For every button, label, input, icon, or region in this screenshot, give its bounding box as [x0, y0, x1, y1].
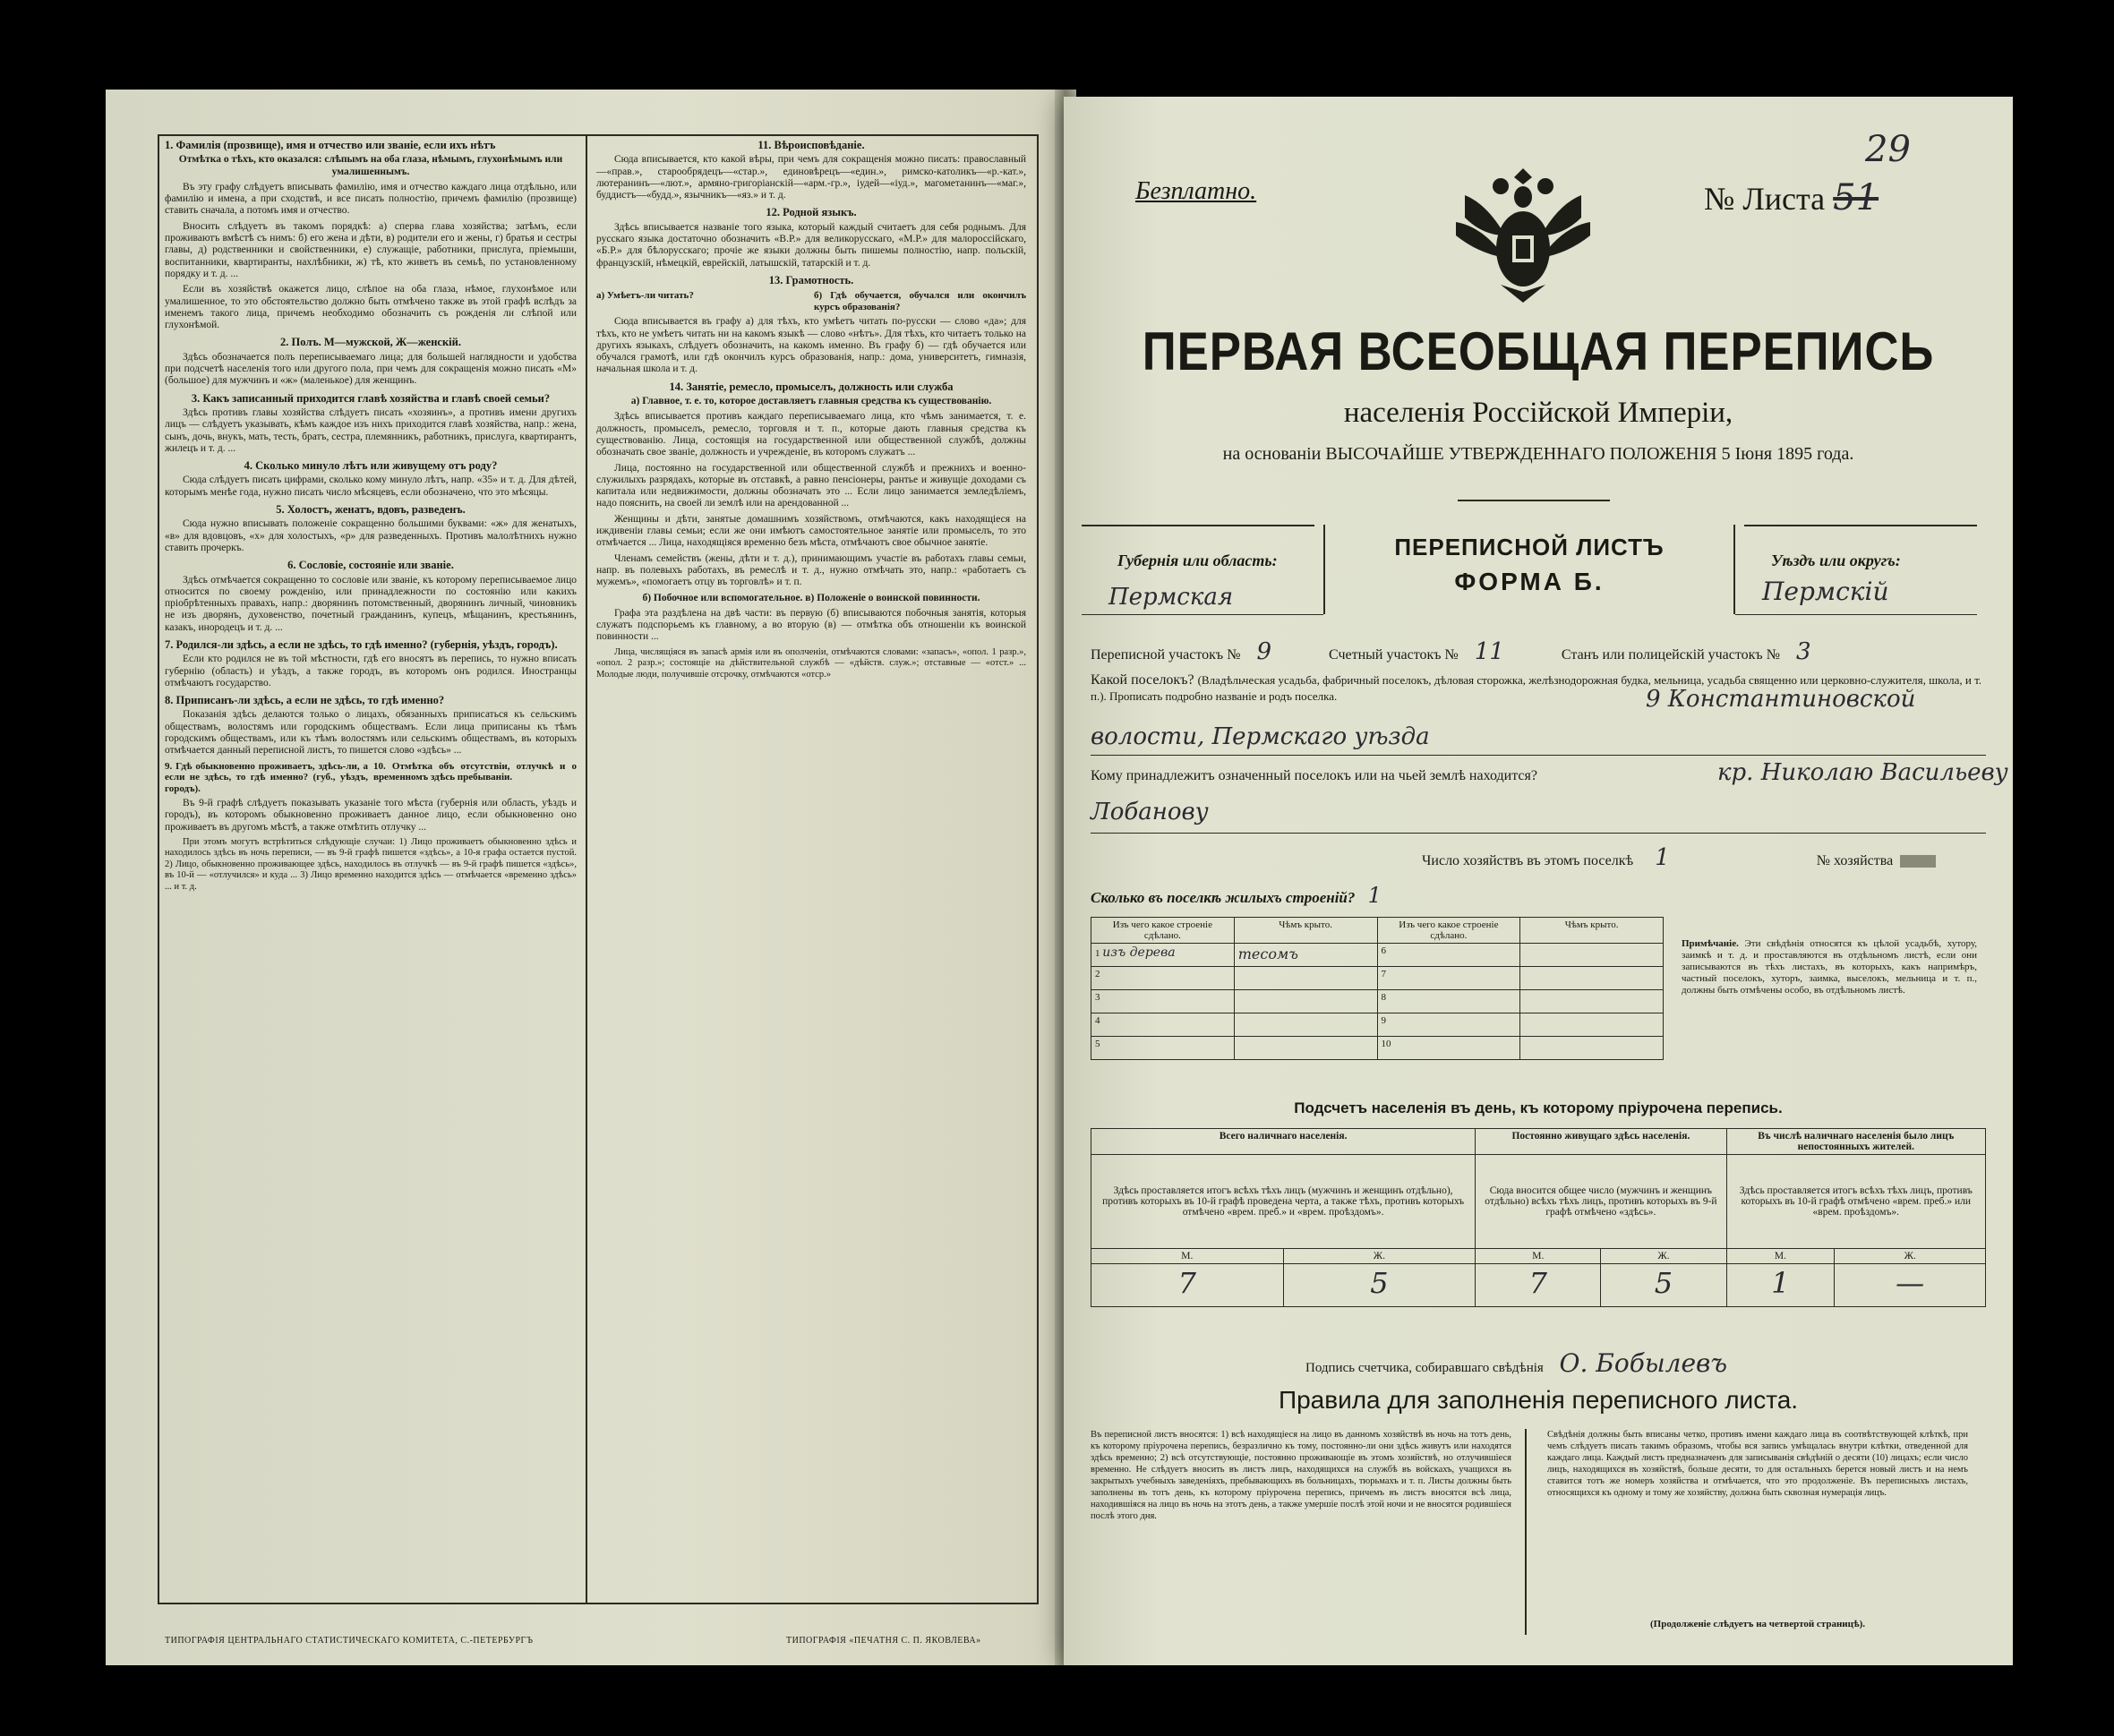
building-roof: тесомъ — [1234, 944, 1377, 967]
poselok-note: (Владѣльческая усадьба, фабричный поселокъ, дѣловая сторожка, желѣзнодорожная будка, мельница, усадьба священно или церковно-служителя, школа, и т. п.). Прописать подробно названіе и родъ поселка. — [1091, 673, 1982, 703]
female-header: Ж. — [1601, 1249, 1726, 1264]
household-no-value — [1900, 855, 1936, 868]
section-text: Въ 9-й графѣ слѣдуетъ показывать указаніе того мѣста (губернія или область, уѣздъ и городъ), въ которомъ обыкновенно проживаетъ данное лицо, если обыкновенно оно проживаетъ въ другомъ мѣстѣ, а также отмѣтить отлучку ... — [165, 798, 577, 833]
divider — [1091, 755, 1986, 756]
male-header: М. — [1476, 1249, 1601, 1264]
sheet-number-label — [1704, 177, 1879, 218]
rules-text-left: Въ переписной листъ вносятся: 1) всѣ находящіеся на лицо въ данномъ хозяйствѣ въ ночь на тотъ день, къ которому пріурочена перепись, безразлично къ тому, постоянно-ли они здѣсь живутъ или находятся здѣсь временно; 2) всѣ отсутствующіе, постоянно проживающіе въ этомъ хозяйствѣ, но отлучившіеся временно. Не слѣдуетъ вносить въ листъ лицъ, находящихся на службѣ въ войскахъ, учащихся въ закрытыхъ учебныхъ заведеніяхъ, пребывающихъ въ больницахъ, тюрьмахъ и т. п. Листы должны быть заполнены въ тотъ день, къ которому пріурочена перепись, причемъ въ листъ вносятся всѣ лица, находившіяся на лицо въ ночь на этотъ день, а также умершіе послѣ этой ночи и не вносятся родившіеся послѣ этого дня. — [1091, 1430, 1511, 1521]
count-value: 1 — [1726, 1264, 1835, 1307]
count-value: 5 — [1283, 1264, 1476, 1307]
rules-continuation: (Продолженіе слѣдуетъ на четвертой страницѣ). — [1650, 1619, 1865, 1629]
divider — [1744, 525, 1977, 526]
divider — [1735, 614, 1977, 615]
section-text: Если въ хозяйствѣ окажется лицо, слѣпое на оба глаза, нѣмое, глухонѣмое или умалишенное, то это обстоятельство должно быть отмѣчено также въ этой графѣ вслѣдъ за именемъ такого лица, причемъ необходимо обозначить съ рожденія ли слѣпой или глухонѣмой. — [165, 284, 577, 331]
buildings-row — [1091, 883, 1382, 908]
sheet-number-handwritten: 29 — [1865, 129, 1911, 170]
double-headed-eagle-emblem — [1447, 159, 1599, 312]
signature-label: Подпись счетчика, собиравшаго свѣдѣнія — [1305, 1361, 1544, 1375]
rules-title: Правила для заполненія переписного листа. — [1278, 1386, 1799, 1414]
households-value: 1 — [1655, 844, 1670, 871]
table-cell: 9 — [1377, 1013, 1520, 1037]
uchastok-label: Переписной участокъ № — [1091, 647, 1241, 663]
section-title: 14. Занятіе, ремесло, промыселъ, должность или служба — [669, 380, 954, 393]
instructions-column-1 — [165, 134, 577, 1594]
section-title: 2. Полъ. М—мужской, Ж—женскій. — [280, 336, 461, 349]
section-title: 1. Фамилія (прозвище), имя и отчество или званіе, если ихъ нѣтъ — [165, 139, 496, 151]
section-text: Здѣсь вписывается названіе того языка, который каждый считаетъ для себя роднымъ. Для русскаго языка достаточно обозначить «В.Р.» для великорусскаго, «М.Р.» для малороссійскаго, «Б.Р.» для бѣлорусскаго; прочіе же языки должны быть пишемы полностію, напр. польскій, французскій, нѣмецкій, еврейскій, латышскій, татарскій и т. д. — [596, 221, 1026, 269]
uchastok-value: 9 — [1256, 638, 1271, 665]
note-text: Эти свѣдѣнія относятся къ цѣлой усадьбѣ, хутору, заимкѣ и т. д. и проставляются въ отдѣльномъ листѣ, если они записываются въ тѣхъ листахъ, въ которыхъ, какъ напримѣръ, частный поселокъ, хуторъ, заимка, выселокъ, мельница и т. п., должны быть отмѣчены особо, въ отдѣльномъ листѣ. — [1682, 938, 1977, 996]
table-cell: 8 — [1377, 990, 1520, 1013]
form-title: ФОРМА Б. — [1454, 568, 1605, 595]
bottom-rule — [158, 1603, 1039, 1604]
male-header: М. — [1091, 1249, 1284, 1264]
section-title: 5. Холостъ, женатъ, вдовъ, разведенъ. — [276, 503, 466, 517]
male-header: М. — [1726, 1249, 1835, 1264]
section-subtitle: а) Умѣетъ-ли читать? — [596, 290, 694, 302]
table-cell — [1520, 990, 1664, 1013]
free-label: Безплатно. — [1135, 177, 1257, 205]
count-value: 7 — [1476, 1264, 1601, 1307]
table-cell: 5 — [1091, 1037, 1235, 1060]
column-rule — [1525, 1429, 1527, 1635]
building-material: изъ дерева — [1102, 945, 1176, 960]
right-page — [1064, 97, 2013, 1665]
households-row — [1422, 844, 1936, 871]
section-text: Въ эту графу слѣдуетъ вписывать фамилію, имя и отчество каждаго лица отдѣльно, или фамилію и имена, а при сходствѣ, и все писать полностію, причемъ фамилію (прозвище) ставить сначала, а потомъ имя и отчество. — [165, 181, 577, 217]
section-title: 6. Сословіе, состояніе или званіе. — [287, 559, 454, 572]
table-header: Постоянно живущаго здѣсь населенія. — [1476, 1129, 1726, 1155]
section-text: Лица, постоянно на государственной или общественной службѣ и прежнихъ и военно-служилыхъ разрядахъ, которые въ отставкѣ, а равно пенсіонеры, рантье и живущіе доходами съ капитала или недвижимости, должны обозначать это ... Если лицо занимается земледѣліемъ, надо пояснить, на своей ли землѣ или на арендованной ... — [596, 462, 1026, 509]
section-title: 10. Отмѣтка объ отсутствіи, отлучкѣ и о временномъ здѣсь пребываніи. — [373, 760, 577, 783]
section-text: Сюда вписывается, кто какой вѣры, при чемъ для сокращенія можно писать: православный—«прав.», старообрядецъ—«стар.», единовѣрецъ—«един.», римско-католикъ—«р.-кат.», лютеранинъ—«лют.», армяно-григоріанскій—«арм.-гр.», іудей—«іуд.», магометанинъ—«маг.», буддистъ—«будд.», язычникъ—«яз.» и т. д. — [596, 154, 1026, 201]
count-value: — — [1835, 1264, 1986, 1307]
table-cell — [1520, 944, 1664, 967]
section-text: Здѣсь обозначается полъ переписываемаго лица; для большей наглядности и удобства при подсчетѣ населенія того или другого пола, при чемъ для сокращенія можно писать «М» (большое) для мужчинъ и «ж» (маленькое) для женщинъ. — [165, 351, 577, 387]
owner-label: Кому принадлежитъ означенный поселокъ или на чьей землѣ находится? — [1091, 768, 1537, 783]
table-cell — [1520, 1037, 1664, 1060]
count-title: Подсчетъ населенія въ день, къ которому пріурочена перепись. — [1294, 1099, 1783, 1116]
stan-label: Станъ или полицейскій участокъ № — [1561, 647, 1780, 663]
section-title: 13. Грамотность. — [768, 273, 854, 286]
buildings-note — [1682, 938, 1977, 996]
table-cell: 6 — [1377, 944, 1520, 967]
section-text: Членамъ семействъ (жены, дѣти и т. д.), принимающимъ участіе въ работахъ главы семьи, напр. въ полевыхъ работахъ, въ ремеслѣ и т. д., нужно отмѣчать это, напр.: «работаетъ съ мужемъ», «помогаетъ отцу въ торговлѣ» и т. п. — [596, 552, 1026, 588]
section-text: Вносить слѣдуетъ въ такомъ порядкѣ: а) сперва глава хозяйства; затѣмъ, если проживаютъ вмѣстѣ съ нимъ: б) его жена и дѣти, в) родители его и жены, г) братья и сестры главы, д) родственники и свойственники, е) служащіе, работники, прислуга, пріемыши, воспитанники, квартиранты, нахлѣбники, ж) тѣ, кто живетъ въ семьѣ, по установленному порядку и т. д. ... — [165, 220, 577, 279]
section-text: Лица, числящіяся въ запасѣ армія или въ ополченіи, отмѣчаются словами: «запасъ», «опол. 1 разр.», «опол. 2 разр.»; состоящіе на дѣйствительной службѣ — «дѣйств. служ.»; отставные — «отст.» ... Молодые люди, получившіе отсрочку, отмѣчаются «отср.» — [596, 646, 1026, 680]
table-header: Чѣмъ крыто. — [1520, 918, 1664, 944]
divider — [1082, 614, 1323, 615]
section-title: 8. Приписанъ-ли здѣсь, а если не здѣсь, то гдѣ именно? — [165, 694, 445, 707]
table-cell — [1234, 1037, 1377, 1060]
instructions-column-2 — [596, 134, 1026, 1594]
count-value: 5 — [1601, 1264, 1726, 1307]
column-rule — [158, 134, 159, 1603]
buildings-table — [1091, 917, 1664, 1060]
section-text: Если кто родился не въ той мѣстности, гдѣ его вносятъ въ перепись, то нужно вписать губернію (область) и уѣздъ, а также городъ, въ которомъ онъ родился. Иностранцы отмѣчаютъ государство. — [165, 654, 577, 688]
section-text: Графа эта раздѣлена на двѣ части: въ первую (б) вписываются побочныя занятія, которыя служатъ подспорьемъ къ главному, а во вторую (в) — отмѣтка объ отношеніи къ воинской повинности ... — [596, 607, 1026, 643]
table-cell — [1234, 967, 1377, 990]
printer-mark: ТИПОГРАФІЯ «ПЕЧАТНЯ С. П. ЯКОВЛЕВА» — [786, 1636, 981, 1646]
table-cell: 1 изъ дерева — [1091, 944, 1235, 967]
table-cell — [1234, 990, 1377, 1013]
printer-mark: ТИПОГРАФІЯ ЦЕНТРАЛЬНАГО СТАТИСТИЧЕСКАГО КОМИТЕТА, С.-ПЕТЕРБУРГЪ — [165, 1636, 534, 1646]
left-page — [106, 90, 1064, 1665]
poselok-value-2: волости, Пермскаго уѣзда — [1091, 723, 1430, 750]
population-count-table — [1091, 1128, 1986, 1307]
table-header: Въ числѣ наличнаго населенія было лицъ непостоянныхъ жителей. — [1726, 1129, 1985, 1155]
section-title: 3. Какъ записанный приходится главѣ хозяйства и главѣ своей семьи? — [191, 391, 551, 405]
note-title: Примѣчаніе. — [1682, 938, 1739, 949]
table-cell: 4 — [1091, 1013, 1235, 1037]
section-text: Здѣсь отмѣчается сокращенно то сословіе или званіе, къ которому переписываемое лицо относится по своему рожденію, или принадлежности по состоянію или какихъ пріобрѣтенныхъ правахъ, напр.: дворянинъ потомственный, дворянинъ личный, чиновникъ не изъ дворянъ, духовенство, почетный гражданинъ, купецъ, мѣщанинъ, крестьянинъ, казакъ, инородецъ и т. д. ... — [165, 574, 577, 633]
sheet-label: № Листа — [1704, 181, 1826, 217]
section-text: Здѣсь противъ главы хозяйства слѣдуетъ писать «хозяинъ», а противъ имени другихъ лицъ — слѣдуетъ указывать, кѣмъ каждое изъ нихъ приходится главѣ хозяйства, напр.: жена, сынъ, дочь, внукъ, мать, тесть, братъ, сестра, племянникъ, работникъ, прислуга, квартирантъ, жилецъ и т. д. ... — [165, 406, 577, 454]
section-title: 4. Сколько минуло лѣтъ или живущему отъ роду? — [244, 459, 498, 473]
signature-row — [1305, 1348, 1727, 1378]
divider — [1091, 833, 1986, 834]
section-pair — [165, 761, 577, 795]
section-subtitle: а) Главное, т. е. то, которое доставляетъ главныя средства къ существованію. — [630, 396, 992, 407]
signature-value: О. Бобылевъ — [1559, 1348, 1727, 1378]
divider — [1323, 525, 1325, 614]
schetny-label: Счетный участокъ № — [1329, 647, 1459, 663]
table-cell — [1234, 1013, 1377, 1037]
section-title: 7. Родился-ли здѣсь, а если не здѣсь, то гдѣ именно? (губернія, уѣздъ, городъ). — [165, 637, 558, 651]
table-cell: 7 — [1377, 967, 1520, 990]
section-subtitle: б) Гдѣ обучается, обучался или окончилъ курсъ образованія? — [814, 290, 1026, 312]
table-cell: Сюда вносится общее число (мужчинъ и женщинъ отдѣльно) всѣхъ тѣхъ лицъ, противъ которыхъ въ 9-й графѣ отмѣчено «здѣсь». — [1476, 1155, 1726, 1249]
poselok-value: 9 Константиновской — [1646, 686, 1916, 713]
section-text: Сюда нужно вписывать положеніе сокращенно большими буквами: «ж» для женатыхъ, «в» для вдовцовъ, «х» для холостыхъ, «р» для разведенныхъ. Противъ малолѣтнихъ нужно ставить прочеркъ. — [165, 518, 577, 553]
count-value: 7 — [1091, 1264, 1284, 1307]
owner-value: кр. Николаю Васильеву — [1717, 759, 2008, 786]
buildings-label: Сколько въ поселкѣ жилыхъ строеній? — [1091, 889, 1356, 906]
section-text: Женщины и дѣти, занятые домашнимъ хозяйствомъ, отмѣчаются, какъ находящіеся на иждивеніи главы семьи; если же они имѣютъ самостоятельное занятіе или промыселъ, то это отмѣчается ... Лица, находящіяся временно безъ мѣста, отмѣчаютъ свое обычное занятіе. — [596, 513, 1026, 549]
section-text: Сюда слѣдуетъ писать цифрами, сколько кому минуло лѣтъ, напр. «35» и т. д. Для дѣтей, которымъ менѣе года, нужно писать число мѣсяцевъ, если обозначено, что это мѣсяцы. — [165, 475, 577, 498]
female-header: Ж. — [1835, 1249, 1986, 1264]
table-cell: Здѣсь проставляется итогъ всѣхъ тѣхъ лицъ, противъ которыхъ въ 10-й графѣ отмѣчено «врем. преб.» или «врем. проѣздомъ». — [1726, 1155, 1985, 1249]
section-title: 12. Родной языкъ. — [766, 206, 857, 219]
uezd-label: Уѣздъ или округъ: — [1771, 552, 1901, 569]
table-cell: 10 — [1377, 1037, 1520, 1060]
household-no-label: № хозяйства — [1816, 853, 1894, 868]
page-subtitle: населенія Россійской Имперіи, — [1343, 397, 1733, 429]
section-pair — [596, 290, 1026, 312]
divider — [1082, 525, 1314, 526]
households-label: Число хозяйствъ въ этомъ поселкѣ — [1422, 853, 1634, 868]
section-subtitle: Отмѣтка о тѣхъ, кто оказался: слѣпымъ на оба глаза, нѣмымъ, глухонѣмымъ или умалишеннымъ. — [178, 154, 563, 177]
rules-text-right: Свѣдѣнія должны быть вписаны четко, противъ имени каждаго лица въ соотвѣтствующей клѣткѣ, при чемъ слѣдуетъ писать такимъ образомъ, чтобы вся запись умѣщалась внутри клѣтки, отведенной для каждаго лица. Каждый листъ предназначенъ для записыванія свѣдѣній о десяти (10) лицахъ; если число лицъ, находящихся въ хозяйствѣ, больше десяти, то для остальныхъ берется новый листъ и на немъ ставится тотъ же номеръ хозяйства и отмѣчается, что это продолженіе. Въ переписныхъ листахъ, относящихся къ одному и тому же хозяйству, должна быть сквозная нумерація лицъ. — [1547, 1430, 1968, 1498]
owner-value-2: Лобанову — [1091, 799, 1209, 825]
table-header: Чѣмъ крыто. — [1234, 918, 1377, 944]
gubernia-label: Губернія или область: — [1117, 552, 1278, 569]
table-cell: 3 — [1091, 990, 1235, 1013]
table-cell — [1520, 1013, 1664, 1037]
divider — [1733, 525, 1735, 614]
section-text: Показанія здѣсь делаются только о лицахъ, обязанныхъ приписаться къ сельскимъ обществамъ, волостямъ или городскимъ обществамъ. Если лица приписаны къ тѣмъ городскимъ обществамъ, или къ тѣмъ волостямъ или сельскимъ обществамъ, въ которыхъ отмѣчается данный переписной листъ, то пишется слово «здѣсь» ... — [165, 709, 577, 757]
section-text: Сюда вписывается въ графу а) для тѣхъ, кто умѣетъ читать по-русски — слово «да»; для тѣхъ, кто не умѣетъ читать ни на какомъ языкѣ — слово «нѣтъ». Для тѣхъ, кто читаетъ только на другихъ языкахъ, слѣдуетъ обозначить, на какомъ именно. Въ графу б) — гдѣ обучается или обучался грамотѣ, или гдѣ окончилъ курсъ образованія, напр.: дома, университетъ, гимназія, начальная школа и т. д. — [596, 316, 1026, 375]
column-rule — [586, 134, 587, 1603]
gubernia-value: Пермская — [1108, 584, 1234, 611]
table-header: Изъ чего какое строеніе сдѣлано. — [1377, 918, 1520, 944]
sheet-number-struck: 51 — [1833, 177, 1879, 218]
page-subtitle-law: на основаніи ВЫСОЧАЙШЕ УТВЕРЖДЕННАГО ПОЛОЖЕНІЯ 5 Іюня 1895 года. — [1222, 444, 1854, 464]
table-cell: Здѣсь проставляется итогъ всѣхъ тѣхъ лицъ (мужчинъ и женщинъ отдѣльно), противъ которыхъ въ 10-й графѣ проведена черта, а также тѣхъ, противъ которыхъ отмѣчено «врем. преб.» и «врем. проѣздомъ». — [1091, 1155, 1476, 1249]
stan-value: 3 — [1795, 638, 1811, 665]
female-header: Ж. — [1283, 1249, 1476, 1264]
table-cell: 2 — [1091, 967, 1235, 990]
section-text: Здѣсь вписывается противъ каждаго переписываемаго лица, кто чѣмъ занимается, т. е. должность, промыселъ, ремесло, торговля и т. п., которые дають главныя средства къ существованію. Лица, состоящія на государственной или общественной службѣ, должны обозначать свое званіе, должность и учрежденіе, въ которомъ служатъ ... — [596, 411, 1026, 458]
list-title: ПЕРЕПИСНОЙ ЛИСТЪ — [1394, 534, 1665, 560]
uezd-value: Пермскій — [1762, 577, 1889, 606]
divider — [1458, 500, 1610, 501]
table-header: Изъ чего какое строеніе сдѣлано. — [1091, 918, 1235, 944]
section-text: При этомъ могутъ встрѣтиться слѣдующіе случаи: 1) Лицо проживаетъ обыкновенно здѣсь и находилось здѣсь въ ночь переписи, — въ 9-й графѣ пишется «здѣсь», а 10-я графа остается пустой. 2) Лицо, обыкновенно проживающее здѣсь, находилось въ отлучкѣ — въ 9-й графѣ пишется «здѣсь», въ 10-й — «отлучился» и куда ... 3) Лицо временно находится здѣсь — отмѣчается «временно здѣсь» ... и т. д. — [165, 837, 577, 892]
section-title: 9. Гдѣ обыкновенно проживаетъ, здѣсь-ли, а если не здѣсь, то гдѣ именно? (губ., уѣздъ, городъ). — [165, 760, 368, 794]
table-cell — [1520, 967, 1664, 990]
buildings-value: 1 — [1367, 883, 1382, 908]
poselok-label: Какой поселокъ? — [1091, 672, 1194, 688]
page-title: ПЕРВАЯ ВСЕОБЩАЯ ПЕРЕПИСЬ — [1142, 321, 1935, 381]
table-header: Всего наличнаго населенія. — [1091, 1129, 1476, 1155]
district-row — [1091, 638, 1811, 665]
form-header — [1082, 525, 1977, 623]
schetny-value: 11 — [1474, 638, 1504, 665]
section-subtitle: б) Побочное или вспомогательное. в) Положеніе о воинской повинности. — [642, 592, 980, 603]
column-rule — [1037, 134, 1039, 1603]
section-title: 11. Вѣроисповѣданіе. — [757, 139, 865, 151]
